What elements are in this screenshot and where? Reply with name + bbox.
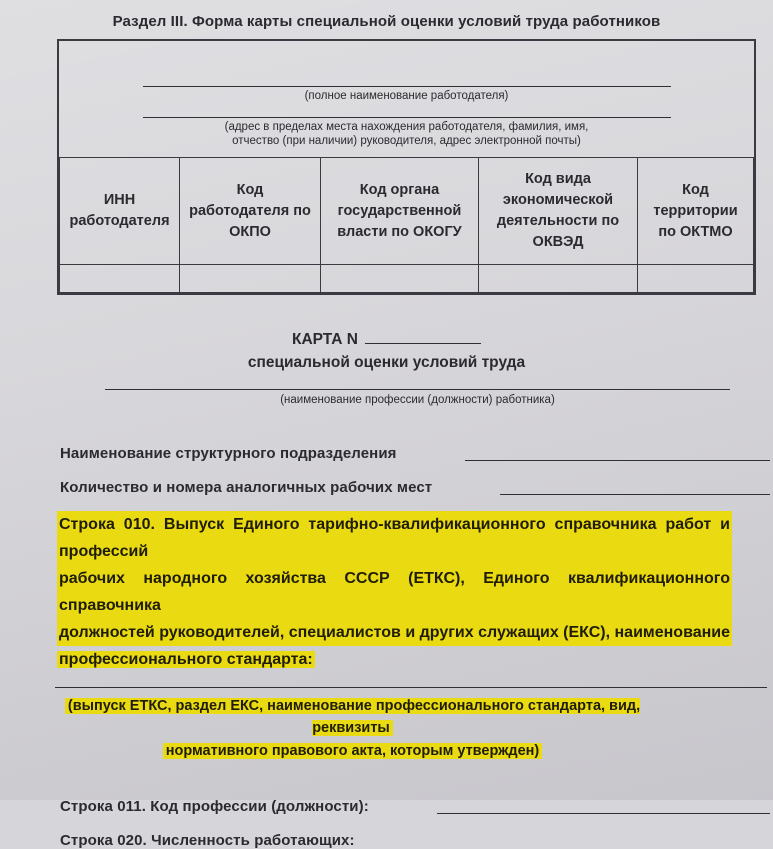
profession-caption: (наименование профессии (должности) работника) <box>280 394 555 406</box>
structural-unit-row <box>60 445 770 462</box>
page-title: Раздел III. Форма карты специальной оценки условий труда работников <box>112 13 661 30</box>
codes-header-okogu: Код органа государственной власти по ОКОГУ <box>321 158 479 265</box>
card-subtitle: специальной оценки условий труда <box>247 354 526 371</box>
codes-value-okved <box>479 265 638 293</box>
employer-info-box <box>57 39 756 295</box>
row-010-line-1: Строка 010. Выпуск Единого тарифно-квалификационного справочника работ и профессий <box>57 511 732 565</box>
employer-address-caption-line1: (адрес в пределах места нахождения работодателя, фамилия, имя, <box>224 120 589 133</box>
codes-value-oktmo <box>638 265 754 293</box>
employer-name-blank <box>143 86 671 87</box>
similar-workplaces-row <box>60 479 770 496</box>
row-010-caption-line1: (выпуск ЕТКС, раздел ЕКС, наименование профессионального стандарта, вид, реквизиты <box>65 698 640 737</box>
row-011 <box>60 798 770 815</box>
codes-header-okved: Код вида экономической деятельности по ОКВЭД <box>479 158 638 265</box>
row-010-caption-line1-wrap <box>40 695 665 740</box>
row-010-caption <box>40 695 665 763</box>
row-020 <box>60 832 770 849</box>
row-010-paragraph <box>57 511 732 673</box>
codes-header-oktmo: Код территории по ОКТМО <box>638 158 754 265</box>
structural-unit-label: Наименование структурного подразделения <box>60 444 397 462</box>
row-020-label: Строка 020. Численность работающих: <box>60 832 355 849</box>
card-number-label: КАРТА N <box>292 331 358 348</box>
profession-code-blank <box>437 813 770 814</box>
row-010-line-4 <box>57 646 732 673</box>
codes-header-okpo: Код работодателя по ОКПО <box>180 158 321 265</box>
row-010-line-2: рабочих народного хозяйства СССР (ЕТКС), Единого квалификационного справочника <box>57 565 732 619</box>
row-010-caption-line2-wrap <box>40 740 665 763</box>
codes-value-inn <box>60 265 180 293</box>
row-010-caption-line2: нормативного правового акта, которым утвержден) <box>163 743 543 759</box>
codes-table-header-row <box>60 158 754 265</box>
row-010-line-4-text: профессионального стандарта: <box>59 650 313 668</box>
codes-value-okogu <box>321 265 479 293</box>
employer-address-caption <box>59 120 754 149</box>
similar-workplaces-blank <box>500 494 770 495</box>
employer-address-blank <box>143 117 671 118</box>
codes-table <box>59 157 754 293</box>
employer-header-area <box>59 41 754 157</box>
row-011-label: Строка 011. Код профессии (должности): <box>60 798 369 815</box>
card-number-heading <box>0 328 773 351</box>
structural-unit-blank <box>465 460 770 461</box>
row-010-blank <box>55 687 767 688</box>
profession-blank <box>105 389 730 390</box>
codes-value-okpo <box>180 265 321 293</box>
codes-table-value-row <box>60 265 754 293</box>
employer-address-caption-line2: отчество (при наличии) руководителя, адрес электронной почты) <box>232 135 581 147</box>
card-heading <box>0 328 773 374</box>
employer-name-caption: (полное наименование работодателя) <box>304 90 509 102</box>
similar-workplaces-label: Количество и номера аналогичных рабочих мест <box>60 478 433 496</box>
card-number-blank <box>365 343 481 344</box>
row-010-line-3: должностей руководителей, специалистов и других служащих (ЕКС), наименование <box>57 619 732 646</box>
codes-header-inn: ИНН работодателя <box>60 158 180 265</box>
